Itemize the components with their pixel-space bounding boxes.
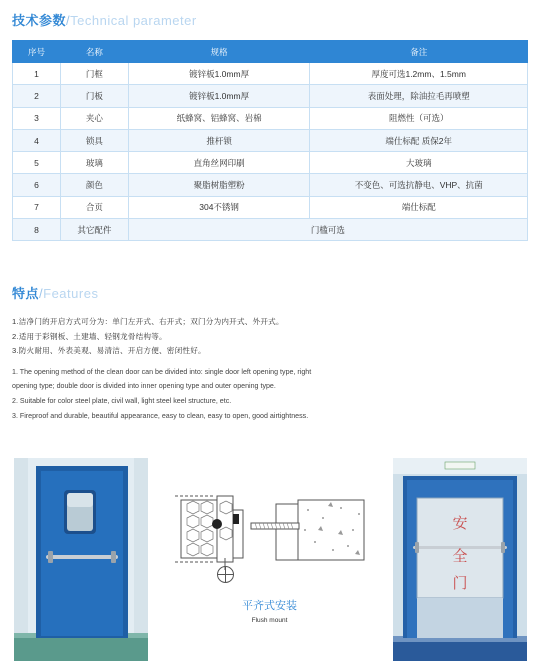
tech-title-cn: 技术参数	[12, 13, 67, 28]
cell-no: 1	[13, 63, 61, 85]
cell-name: 玻璃	[60, 152, 128, 174]
cell-note: 不变色、可选抗静电、VHP、抗菌	[310, 174, 528, 196]
glass-char-2: 全	[452, 547, 468, 565]
flush-mount-section-drawing	[173, 490, 366, 570]
cell-name: 合页	[60, 196, 128, 218]
table-row	[13, 85, 528, 107]
header-spec: 规格	[128, 41, 310, 63]
cell-note: 厚度可选1.2mm、1.5mm	[310, 63, 528, 85]
cell-name: 其它配件	[60, 219, 128, 241]
tech-section-title	[12, 10, 197, 29]
cell-note: 阻燃性（可选）	[310, 107, 528, 129]
cell-no: 7	[13, 196, 61, 218]
feature-cn-line-1: 1.洁净门的开启方式可分为：单门左开式、右开式；双门分为内开式、外开式。	[12, 317, 284, 326]
cell-no: 5	[13, 152, 61, 174]
table-row	[13, 219, 528, 241]
table-row	[13, 152, 528, 174]
hinge-pin-symbol	[217, 566, 234, 583]
table-row	[13, 129, 528, 151]
cell-no: 2	[13, 85, 61, 107]
right-door-photo	[393, 458, 527, 661]
cell-name: 门板	[60, 85, 128, 107]
glass-char-3: 门	[452, 574, 468, 592]
cell-note: 大玻璃	[310, 152, 528, 174]
feature-en-line-3: 2. Suitable for color steel plate, civil wall, light steel keel structure, etc.	[12, 396, 232, 405]
cell-spec: 镀锌板1.0mm厚	[128, 85, 310, 107]
cell-no: 3	[13, 107, 61, 129]
features-section-title	[12, 283, 98, 302]
features-title-separator: /	[39, 286, 44, 301]
cell-spec: 直角丝网印刷	[128, 152, 310, 174]
left-door-illustration	[14, 458, 148, 661]
cell-spec: 纸蜂窝、铝蜂窝、岩棉	[128, 107, 310, 129]
cell-name: 锁具	[60, 129, 128, 151]
diagram-caption-cn: 平齐式安装	[242, 599, 297, 612]
cell-spec: 镀锌板1.0mm厚	[128, 63, 310, 85]
feature-cn-line-3: 3.防火耐用、外表美观、易清洁、开启方便、密闭性好。	[12, 346, 206, 356]
table-row	[13, 196, 528, 218]
cell-spec: 聚脂树脂塑粉	[128, 174, 310, 196]
diagram-caption-en: Flush mount	[251, 617, 288, 624]
cell-note: 表面处理，除油拉毛再喷塑	[310, 85, 528, 107]
flush-mount-diagram	[173, 490, 366, 570]
cell-spec: 推杆锁	[128, 129, 310, 151]
parameter-table	[12, 40, 528, 241]
cell-name: 门框	[60, 63, 128, 85]
features-title-cn: 特点	[12, 286, 40, 301]
feature-cn-line-2: 2.适用于彩钢板、土建墙、轻钢龙骨结构等。	[12, 331, 167, 341]
table-row	[13, 174, 528, 196]
tech-title-en: Technical parameter	[70, 13, 197, 28]
feature-en-line-1: 1. The opening method of the clean door can be divided into: single door left opening type, right	[12, 367, 312, 376]
cell-no: 4	[13, 129, 61, 151]
cell-spec: 304不锈钢	[128, 196, 310, 218]
cell-name: 颜色	[60, 174, 128, 196]
feature-en-line-4: 3. Fireproof and durable, beautiful appearance, easy to clean, easy to open, good airtightness.	[12, 411, 309, 420]
cell-merged: 门槛可选	[128, 219, 527, 241]
header-note: 备注	[310, 41, 528, 63]
left-door-photo	[14, 458, 148, 661]
cell-no: 6	[13, 174, 61, 196]
tech-title-separator: /	[66, 13, 71, 28]
table-body	[13, 63, 528, 241]
cell-note: 端仕标配	[310, 196, 528, 218]
features-title-en: Features	[43, 286, 99, 301]
glass-char-1: 安	[452, 514, 468, 532]
right-door-illustration	[393, 458, 527, 661]
cell-no: 8	[13, 219, 61, 241]
table-row	[13, 63, 528, 85]
table-header-row	[13, 41, 528, 63]
cell-name: 夹心	[60, 107, 128, 129]
table-row	[13, 107, 528, 129]
header-no: 序号	[13, 41, 61, 63]
feature-en-line-2: opening type; double door is divided into inner opening type and outer opening type.	[12, 382, 276, 391]
cell-note: 端仕标配 质保2年	[310, 129, 528, 151]
header-name: 名称	[60, 41, 128, 63]
features-list	[12, 315, 527, 423]
